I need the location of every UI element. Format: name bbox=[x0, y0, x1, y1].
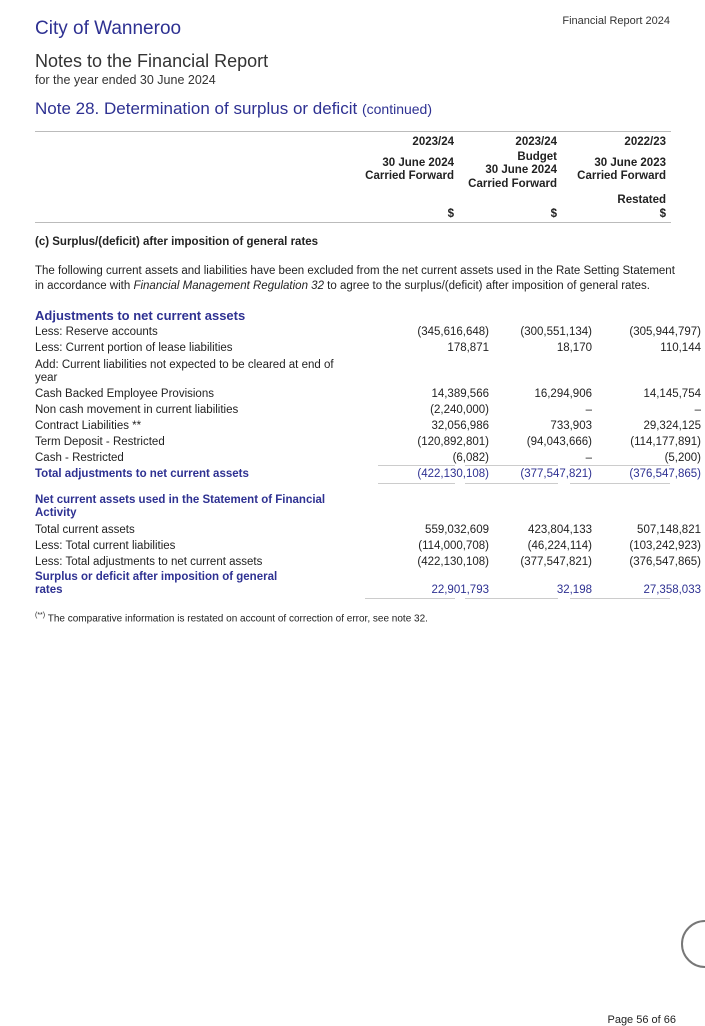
surplus-rule bbox=[365, 598, 455, 599]
row-label: Total current assets bbox=[35, 524, 135, 536]
organisation-name: City of Wanneroo bbox=[35, 18, 182, 39]
col1-date: 30 June 2024 bbox=[382, 157, 454, 169]
col1-year: 2023/24 bbox=[412, 136, 454, 148]
row-value-2023: (103,242,923) bbox=[629, 540, 701, 552]
logo-seal-icon bbox=[681, 920, 705, 968]
header-bottom-rule bbox=[35, 222, 671, 223]
footnote-mark: (**) bbox=[35, 612, 46, 619]
row-value-budget: 423,804,133 bbox=[528, 524, 592, 536]
row-label: Less: Current portion of lease liabilities bbox=[35, 342, 233, 354]
row-value-2023: 507,148,821 bbox=[637, 524, 701, 536]
row-label: Contract Liabilities ** bbox=[35, 420, 142, 432]
note-continued: (continued) bbox=[361, 101, 432, 117]
para-text-a: The following current assets and liabilities have been excluded from the net current assets used in the Rate Setting Statement in accordance with bbox=[35, 265, 675, 292]
header-top-rule bbox=[35, 131, 671, 132]
col2-date: 30 June 2024 bbox=[485, 164, 557, 176]
surplus-value-2024: 22,901,793 bbox=[431, 584, 489, 596]
total-rule bbox=[570, 483, 670, 484]
col3-restated: Restated bbox=[617, 194, 666, 206]
total-value-2023: (376,547,865) bbox=[629, 468, 701, 480]
row-label: Cash - Restricted bbox=[35, 452, 124, 464]
row-value-2024: 14,389,566 bbox=[431, 388, 489, 400]
row-value-budget: 733,903 bbox=[550, 420, 592, 432]
col1-unit: $ bbox=[447, 208, 454, 220]
row-value-2023: 110,144 bbox=[660, 342, 701, 354]
row-value-2024: (120,892,801) bbox=[417, 436, 489, 448]
total-label: Total adjustments to net current assets bbox=[35, 468, 249, 480]
surplus-rule bbox=[570, 598, 670, 599]
footnote bbox=[35, 612, 428, 624]
report-title: Financial Report 2024 bbox=[562, 15, 670, 27]
col3-year: 2022/23 bbox=[624, 136, 666, 148]
row-label: Less: Total adjustments to net current assets bbox=[35, 556, 263, 568]
row-value-budget: – bbox=[585, 452, 592, 464]
para-text-b: to agree to the surplus/(deficit) after imposition of general rates. bbox=[323, 280, 650, 292]
total-rule bbox=[378, 483, 455, 484]
row-label: Add: Current liabilities not expected to be cleared at end of year bbox=[35, 359, 334, 384]
row-value-budget: 18,170 bbox=[556, 342, 592, 354]
row-value-budget: – bbox=[585, 404, 592, 416]
section-paragraph bbox=[35, 264, 675, 294]
row-value-2023: (376,547,865) bbox=[629, 556, 701, 568]
row-value-2024: (422,130,108) bbox=[417, 556, 489, 568]
row-value-budget: (300,551,134) bbox=[520, 326, 592, 338]
row-value-2024: 559,032,609 bbox=[425, 524, 489, 536]
col2-budget: Budget bbox=[517, 151, 557, 163]
row-value-2023: 29,324,125 bbox=[643, 420, 701, 432]
row-value-budget: (46,224,114) bbox=[527, 540, 592, 552]
row-value-2023: (5,200) bbox=[664, 452, 701, 464]
subtotal-rule bbox=[465, 465, 558, 466]
adjustments-title: Adjustments to net current assets bbox=[35, 308, 246, 323]
row-value-2024: (6,082) bbox=[452, 452, 489, 464]
row-value-budget: 16,294,906 bbox=[534, 388, 592, 400]
col2-carried: Carried Forward bbox=[468, 178, 557, 190]
total-value-budget: (377,547,821) bbox=[520, 468, 592, 480]
footnote-text: The comparative information is restated on account of correction of error, see note 32. bbox=[47, 613, 428, 625]
row-value-2023: – bbox=[694, 404, 701, 416]
surplus-label: Surplus or deficit after imposition of general rates bbox=[35, 571, 278, 596]
note-title bbox=[35, 99, 432, 119]
total-value-2024: (422,130,108) bbox=[417, 468, 489, 480]
surplus-value-budget: 32,198 bbox=[556, 584, 592, 596]
subtotal-rule bbox=[570, 465, 670, 466]
page-title: Notes to the Financial Report bbox=[35, 51, 269, 71]
note-title-text: Note 28. Determination of surplus or deficit bbox=[35, 99, 358, 118]
row-label: Cash Backed Employee Provisions bbox=[35, 388, 214, 400]
para-regulation: Financial Management Regulation 32 bbox=[133, 280, 324, 292]
col1-carried: Carried Forward bbox=[365, 170, 454, 182]
col3-date: 30 June 2023 bbox=[594, 157, 666, 169]
row-label: Term Deposit - Restricted bbox=[35, 436, 165, 448]
row-label: Less: Reserve accounts bbox=[35, 326, 158, 338]
col3-unit: $ bbox=[659, 208, 666, 220]
row-value-budget: (94,043,666) bbox=[526, 436, 592, 448]
row-value-2024: 178,871 bbox=[447, 342, 489, 354]
row-value-2024: 32,056,986 bbox=[431, 420, 489, 432]
surplus-rule bbox=[465, 598, 558, 599]
row-value-2024: (2,240,000) bbox=[430, 404, 489, 416]
col2-year: 2023/24 bbox=[515, 136, 557, 148]
row-value-2024: (345,616,648) bbox=[417, 326, 489, 338]
row-value-2023: (305,944,797) bbox=[629, 326, 701, 338]
row-label: Non cash movement in current liabilities bbox=[35, 404, 239, 416]
total-rule bbox=[465, 483, 558, 484]
row-label: Less: Total current liabilities bbox=[35, 540, 176, 552]
section-heading: (c) Surplus/(deficit) after imposition of general rates bbox=[35, 236, 319, 248]
row-value-2023: (114,177,891) bbox=[630, 436, 701, 448]
page-number: Page 56 of 66 bbox=[607, 1014, 676, 1026]
net-assets-title: Net current assets used in the Statement of Financial Activity bbox=[35, 494, 326, 519]
row-value-2024: (114,000,708) bbox=[418, 540, 489, 552]
surplus-value-2023: 27,358,033 bbox=[643, 584, 701, 596]
subtotal-rule bbox=[378, 465, 455, 466]
col2-unit: $ bbox=[550, 208, 557, 220]
col3-carried: Carried Forward bbox=[577, 170, 666, 182]
page-subtitle: for the year ended 30 June 2024 bbox=[35, 73, 216, 87]
row-value-2023: 14,145,754 bbox=[643, 388, 701, 400]
row-value-budget: (377,547,821) bbox=[520, 556, 592, 568]
